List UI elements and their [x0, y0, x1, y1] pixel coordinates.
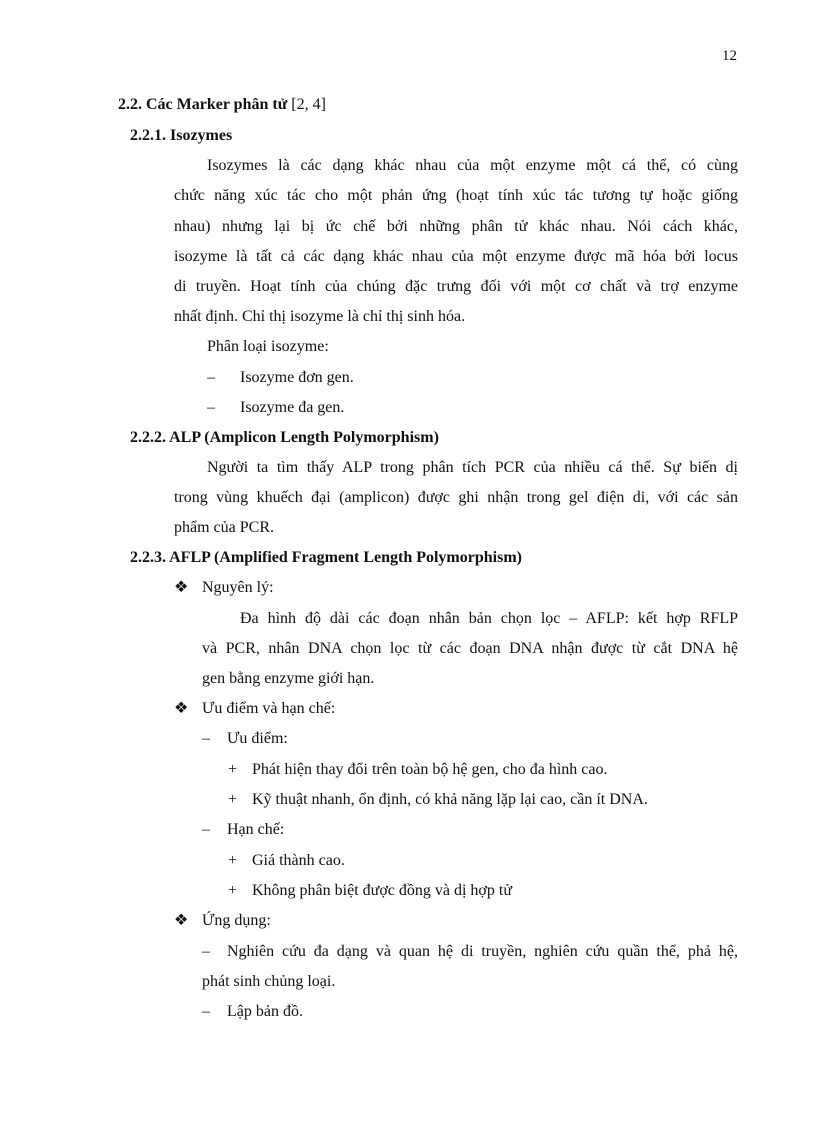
paragraph-line: phát sinh chủng loại. [202, 973, 336, 990]
paragraph-line: nhau) nhưng lại bị ức chế bởi những phân tử khác nhau. Nói cách khác, [174, 218, 738, 235]
pros-cons-heading [174, 699, 336, 719]
applications-heading [174, 911, 271, 931]
paragraph-line: di truyền. Hoạt tính của chúng đặc trưng đối với một cơ chất và trợ enzyme [174, 278, 738, 295]
paragraph-line: phẩm của PCR. [174, 519, 274, 536]
list-item-text: Không phân biệt được đồng và dị hợp tử [252, 882, 513, 899]
dash-bullet: – [207, 399, 215, 416]
dash-bullet: – [207, 369, 215, 386]
list-item-text: Kỹ thuật nhanh, ổn định, có khả năng lặp lại cao, cần ít DNA. [252, 791, 648, 808]
diamond-bullet-icon: ❖ [174, 700, 189, 717]
paragraph-line: nhất định. Chỉ thị isozyme là chỉ thị sinh hóa. [174, 308, 466, 325]
plus-bullet: + [228, 882, 238, 899]
plus-bullet: + [228, 761, 238, 778]
classification-label: Phân loại isozyme: [207, 338, 329, 355]
list-item [228, 881, 513, 901]
list-item-text: Giá thành cao. [252, 852, 345, 869]
dash-bullet: – [202, 730, 210, 747]
list-item [202, 820, 285, 840]
principle-heading [174, 578, 274, 598]
list-item [202, 729, 288, 749]
paragraph-line: Isozymes là các dạng khác nhau của một enzyme một cá thể, có cùng [207, 157, 738, 174]
list-item-text: Lập bản đồ. [227, 1003, 303, 1020]
section-citation: [2, 4] [291, 96, 326, 113]
page-number: 12 [722, 48, 737, 64]
list-item [228, 790, 648, 810]
diamond-bullet-icon: ❖ [174, 912, 189, 929]
section-title: Các Marker phân tử [146, 96, 288, 113]
plus-bullet: + [228, 791, 238, 808]
section-number: 2.2. [118, 96, 142, 113]
dash-bullet: – [202, 943, 210, 960]
paragraph-line: Đa hình độ dài các đoạn nhân bản chọn lọc – AFLP: kết hợp RFLP [240, 610, 738, 627]
subsection-heading-isozymes: 2.2.1. Isozymes [130, 127, 233, 144]
subsection-heading-aflp: 2.2.3. AFLP (Amplified Fragment Length Polymorphism) [130, 549, 522, 566]
principle-label: Nguyên lý: [202, 579, 274, 596]
diamond-bullet-icon: ❖ [174, 579, 189, 596]
pros-label: Ưu điểm: [227, 730, 288, 747]
paragraph-line: và PCR, nhân DNA chọn lọc từ các đoạn DNA nhận được từ cắt DNA hệ [202, 640, 738, 657]
list-item [207, 368, 354, 388]
list-item [228, 760, 608, 780]
paragraph-line: trong vùng khuếch đại (amplicon) được ghi nhận trong gel điện di, với các sản [174, 489, 738, 506]
paragraph-line: gen bằng enzyme giới hạn. [202, 670, 375, 687]
paragraph-line: Người ta tìm thấy ALP trong phân tích PCR của nhiều cá thể. Sự biến dị [207, 459, 738, 476]
paragraph-line: chức năng xúc tác cho một phản ứng (hoạt tính xúc tác tương tự hoặc giống [174, 187, 738, 204]
section-heading [118, 95, 326, 115]
pros-cons-label: Ưu điểm và hạn chế: [202, 700, 336, 717]
dash-bullet: – [202, 1003, 210, 1020]
list-item-text: Phát hiện thay đổi trên toàn bộ hệ gen, cho đa hình cao. [252, 761, 608, 778]
applications-label: Ứng dụng: [202, 912, 271, 929]
list-item [228, 851, 345, 871]
list-item [207, 398, 345, 418]
paragraph-line: isozyme là tất cả các dạng khác nhau của một enzyme được mã hóa bởi locus [174, 248, 738, 265]
list-item-text: Isozyme đơn gen. [240, 369, 354, 386]
list-item-text: Nghiên cứu đa dạng và quan hệ di truyền, nghiên cứu quần thể, phả hệ, [227, 943, 738, 960]
list-item [202, 942, 738, 962]
cons-label: Hạn chế: [227, 821, 285, 838]
dash-bullet: – [202, 821, 210, 838]
list-item [202, 1002, 303, 1022]
plus-bullet: + [228, 852, 238, 869]
list-item-text: Isozyme đa gen. [240, 399, 345, 416]
subsection-heading-alp: 2.2.2. ALP (Amplicon Length Polymorphism) [130, 429, 439, 446]
